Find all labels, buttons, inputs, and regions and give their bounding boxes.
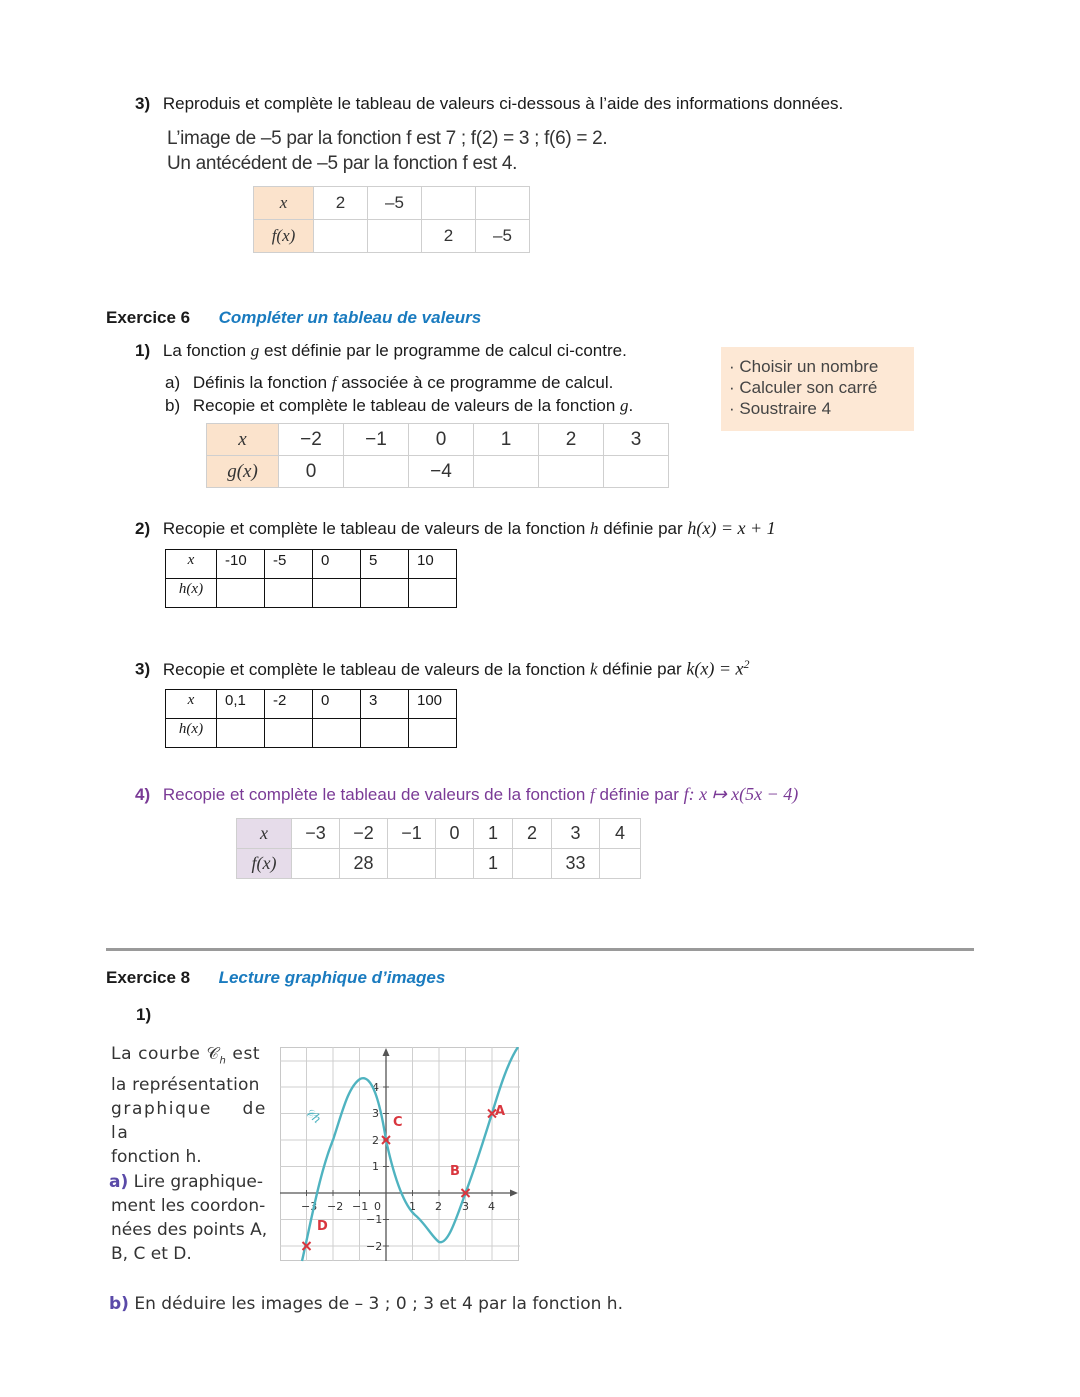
x-cell: 0 (409, 424, 474, 456)
x-tick-label: −2 (327, 1200, 344, 1213)
hx-cell (409, 579, 457, 608)
question-number: 1) (135, 341, 151, 360)
text: graphique de la (111, 1099, 267, 1144)
y-tick-label: 4 (372, 1081, 379, 1094)
hx-cell (361, 579, 409, 608)
subscript: h (219, 1055, 227, 1067)
x-cell: −2 (340, 819, 388, 849)
text: définie par (594, 785, 684, 804)
row-header-x: x (166, 690, 217, 719)
exponent: 2 (743, 657, 750, 671)
ex6-k-values-table (165, 689, 457, 748)
fx-cell (314, 220, 368, 253)
hx-cell (265, 719, 313, 748)
text: la représentation (111, 1075, 260, 1096)
program-step: · Calculer son carré (729, 378, 878, 397)
x-cell: 0 (313, 690, 361, 719)
x-cell: 2 (314, 187, 368, 220)
sub-label: b) (109, 1294, 129, 1314)
fx-cell (513, 849, 552, 879)
gx-cell (604, 456, 669, 488)
ex5-values-table (253, 186, 530, 253)
x-cell: –5 (368, 187, 422, 220)
x-cell: 0,1 (217, 690, 265, 719)
text: ment les coordon- (111, 1196, 266, 1216)
y-tick-label: −1 (366, 1213, 383, 1226)
row-header-x: x (207, 424, 279, 456)
x-cell: -10 (217, 550, 265, 579)
x-tick-label: 4 (488, 1200, 495, 1213)
fx-cell (292, 849, 340, 879)
point-label-d: D (317, 1219, 328, 1234)
ex6-q4-statement (135, 784, 798, 805)
x-cell: 5 (361, 550, 409, 579)
y-tick-label: 1 (372, 1160, 379, 1173)
y-tick-label: 3 (372, 1107, 379, 1120)
row-header-x: x (254, 187, 314, 220)
fx-cell: 1 (474, 849, 513, 879)
x-cell: −2 (279, 424, 344, 456)
text: Recopie et complète le tableau de valeurs de la fonction (162, 519, 591, 538)
row-header-gx: g(x) (207, 456, 279, 488)
ex6-q1-statement (135, 341, 627, 361)
ex5-q3-statement (135, 94, 843, 114)
step-text: Soustraire 4 (739, 399, 832, 418)
variable: g (620, 396, 629, 415)
text: La fonction (162, 341, 251, 360)
hx-cell (409, 719, 457, 748)
x-cell: −1 (388, 819, 436, 849)
x-tick-label: 1 (409, 1200, 416, 1213)
text: La courbe 𝒞 (111, 1044, 220, 1064)
formula: f: x ↦ x(5x − 4) (683, 784, 799, 804)
calculation-program-box (721, 347, 914, 431)
ex6-f-values-table (236, 818, 641, 879)
program-step: · Soustraire 4 (729, 399, 832, 418)
exercise-subtitle: Compléter un tableau de valeurs (218, 308, 482, 327)
text: est définie par le programme de calcul ci-contre. (259, 341, 627, 360)
x-cell: -2 (265, 690, 313, 719)
exercise-subtitle: Lecture graphique d’images (218, 968, 446, 987)
fx-cell (436, 849, 474, 879)
row-header-hx: h(x) (166, 579, 217, 608)
fx-cell (600, 849, 641, 879)
point-label-a: A (495, 1104, 506, 1119)
x-cell (422, 187, 476, 220)
hx-cell (313, 579, 361, 608)
question-number: 3) (135, 659, 151, 679)
step-text: Calculer son carré (739, 378, 878, 397)
row-header-fx: f(x) (237, 849, 292, 879)
variable: g (250, 341, 260, 360)
ex8-q1b (109, 1292, 623, 1316)
text: nées des points A, (111, 1220, 268, 1240)
text: . (628, 396, 634, 415)
text: est (226, 1044, 261, 1064)
row-header-x: x (237, 819, 292, 849)
x-cell: 4 (600, 819, 641, 849)
text: associée à ce programme de calcul. (336, 373, 614, 392)
ex5-given-line-2: Un antécédent de –5 par la fonction f est 4. (167, 153, 518, 174)
x-tick-label: 2 (435, 1200, 442, 1213)
variable: f (590, 785, 595, 804)
fx-cell (388, 849, 436, 879)
text: Lire graphique- (133, 1172, 263, 1192)
question-number: 2) (135, 519, 151, 538)
text: Recopie et complète le tableau de valeurs de la fonction (162, 785, 591, 804)
x-cell: −1 (344, 424, 409, 456)
ex6-heading (106, 308, 481, 328)
sub-label: a) (165, 373, 181, 392)
hx-cell (217, 579, 265, 608)
x-tick-label: −1 (352, 1200, 369, 1213)
sub-label: a) (109, 1172, 129, 1192)
text: Définis la fonction (192, 373, 332, 392)
formula: k(x) = x (686, 658, 744, 679)
ex6-q2-statement (135, 518, 776, 539)
question-number: 4) (135, 785, 151, 804)
row-header-x: x (166, 550, 217, 579)
function-graph (280, 1047, 520, 1262)
exercise-title: Exercice 6 (106, 308, 191, 327)
ex8-intro (111, 1042, 267, 1169)
gx-cell: 0 (279, 456, 344, 488)
text: définie par (598, 519, 688, 538)
question-number: 1) (136, 1005, 152, 1024)
exercise-title: Exercice 8 (106, 968, 191, 987)
x-cell: -5 (265, 550, 313, 579)
variable: h (590, 519, 599, 538)
x-cell: −3 (292, 819, 340, 849)
ex8-q1a (109, 1170, 271, 1266)
row-header-fx: f(x) (254, 220, 314, 253)
y-tick-label: 2 (372, 1134, 379, 1147)
text: Recopie et complète le tableau de valeurs de la fonction (162, 659, 591, 679)
ex5-given-line-1: L’image de –5 par la fonction f est 7 ; f(2) = 3 ; f(6) = 2. (167, 128, 608, 149)
point-label-b: B (450, 1164, 460, 1179)
ex8-heading (106, 968, 445, 988)
ex6-q1a (165, 373, 613, 393)
sub-label: b) (165, 396, 181, 415)
ex8-q1-number (136, 1005, 151, 1025)
x-cell: 10 (409, 550, 457, 579)
text: définie par (597, 659, 687, 679)
hx-cell (217, 719, 265, 748)
gx-cell (344, 456, 409, 488)
row-header-hx: h(x) (166, 719, 217, 748)
question-number: 3) (135, 94, 151, 113)
fx-cell: 33 (552, 849, 600, 879)
section-divider (106, 948, 974, 951)
curve-label: 𝒞h (302, 1105, 325, 1127)
x-cell: 2 (513, 819, 552, 849)
text: En déduire les images de – 3 ; 0 ; 3 et 4 par la fonction h. (134, 1294, 623, 1314)
x-tick-label: −3 (301, 1200, 318, 1213)
question-text: Reproduis et complète le tableau de valeurs ci-dessous à l’aide des informations données. (162, 94, 844, 113)
hx-cell (265, 579, 313, 608)
x-cell: 2 (539, 424, 604, 456)
x-cell: 100 (409, 690, 457, 719)
y-tick-label: −2 (366, 1240, 383, 1253)
text: Recopie et complète le tableau de valeurs de la fonction (192, 396, 621, 415)
step-text: Choisir un nombre (739, 357, 879, 376)
ex6-g-values-table (206, 423, 669, 488)
ex6-q1b (165, 396, 633, 416)
point-label-c: C (393, 1115, 403, 1130)
x-cell: 1 (474, 424, 539, 456)
variable: k (590, 659, 598, 679)
gx-cell (474, 456, 539, 488)
x-cell: 1 (474, 819, 513, 849)
program-step: · Choisir un nombre (729, 357, 879, 376)
ex6-q3-statement (135, 657, 750, 680)
hx-cell (361, 719, 409, 748)
ex6-h-values-table (165, 549, 457, 608)
fx-cell: –5 (476, 220, 530, 253)
formula: h(x) = x + 1 (687, 518, 776, 538)
text: fonction h. (111, 1147, 202, 1168)
x-cell: 0 (436, 819, 474, 849)
x-cell (476, 187, 530, 220)
fx-cell (368, 220, 422, 253)
hx-cell (313, 719, 361, 748)
fx-cell: 28 (340, 849, 388, 879)
x-cell: 3 (604, 424, 669, 456)
variable: f (331, 373, 337, 392)
x-cell: 3 (361, 690, 409, 719)
fx-cell: 2 (422, 220, 476, 253)
x-tick-label: 3 (462, 1200, 469, 1213)
text: B, C et D. (111, 1244, 192, 1264)
x-cell: 3 (552, 819, 600, 849)
gx-cell (539, 456, 604, 488)
x-tick-label: 0 (374, 1200, 381, 1213)
x-cell: 0 (313, 550, 361, 579)
gx-cell: −4 (409, 456, 474, 488)
